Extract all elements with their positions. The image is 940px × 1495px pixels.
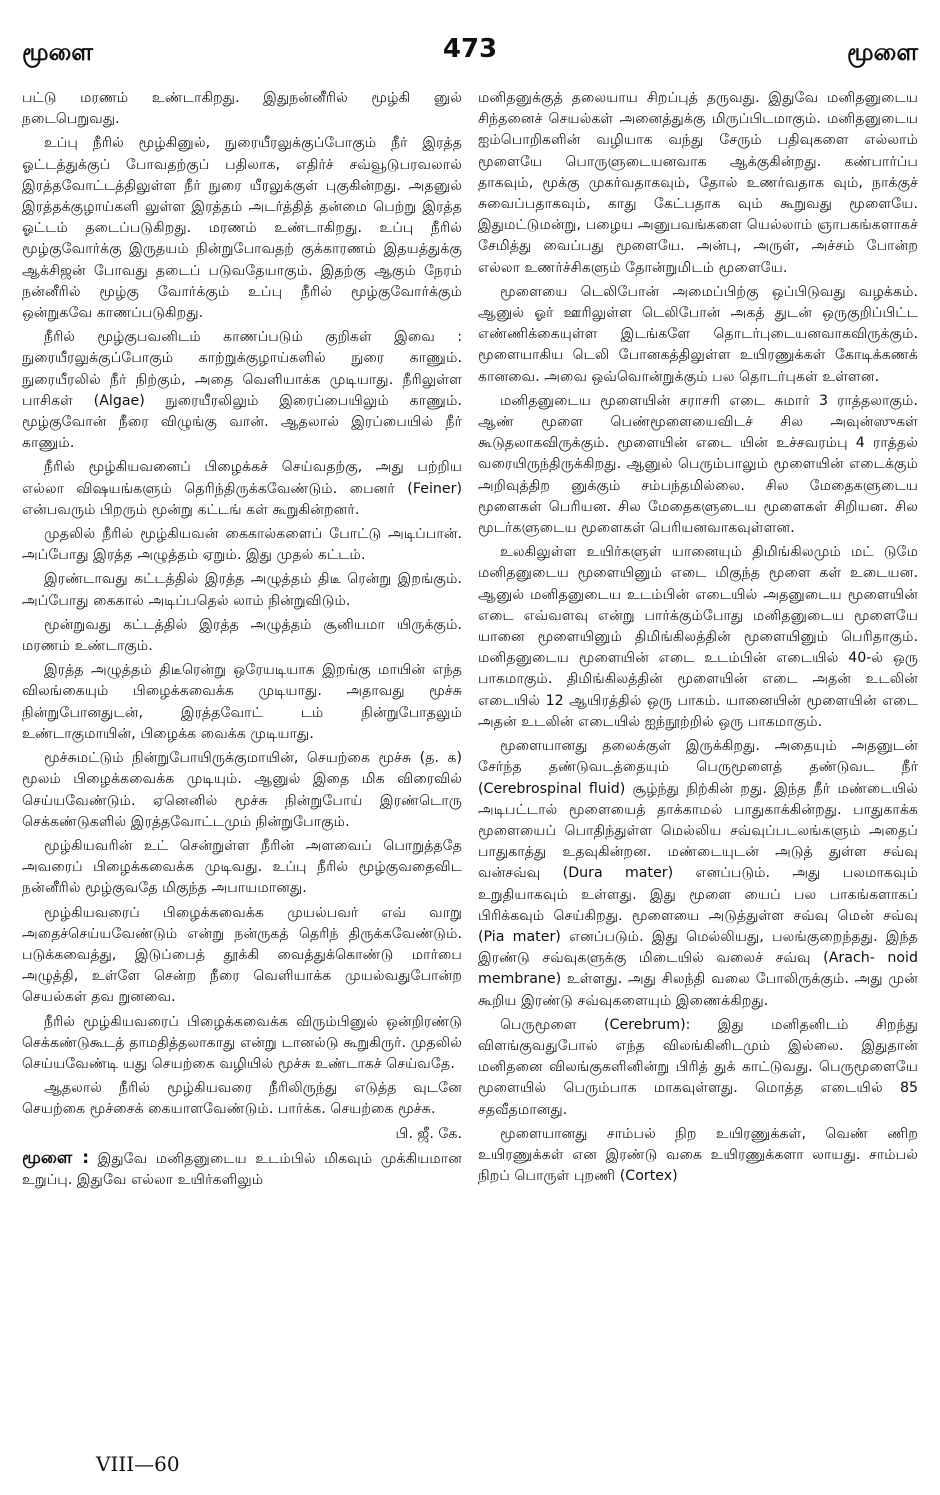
left-paragraph-10: மூழ்கியவரின் உட் சென்றுள்ள நீரின் அளவைப் பொறுத்ததே அவரைப் பிழைக்கவைக்க முடிவது. உப்பு நீரில் மூழ்குவதைவிட நன்னீரில் மூழ்குவதே மிகுந்த அபாயமானது. (22, 837, 462, 897)
left-paragraph-5: முதலில் நீரில் மூழ்கியவன் கைகால்களைப் போட்டு அடிப்பான். அப்போது இரத்த அழுத்தம் ஏறும். இது முதல் கட்டம். (22, 526, 462, 564)
left-paragraph-13: ஆதலால் நீரில் மூழ்கியவரை நீரிலிருந்து எடுத்த வுடனே செயற்கை மூச்சைக் கையாளவேண்டும். பார்க்க. செயற்கை மூச்சு. (22, 1080, 462, 1118)
page-number: 473 (442, 34, 498, 64)
left-paragraph-6: இரண்டாவது கட்டத்தில் இரத்த அழுத்தம் திடீ ரென்று இறங்கும். அப்போது கைகால் அடிப்பதெல் லாம் நின்றுவிடும். (22, 571, 462, 609)
left-paragraph-1: பட்டு மரணம் உண்டாகிறது. இதுநன்னீரில் மூழ்கி னுல் நடைபெறுவது. (22, 90, 462, 128)
entry-paragraph (22, 1148, 462, 1191)
running-head-right: மூளை (847, 38, 918, 66)
left-paragraph-9: மூச்சுமட்டும் நின்றுபோயிருக்குமாயின், செயற்கை மூச்சு (த. க) மூலம் பிழைக்கவைக்க முடியும். ஆனுல் இதை மிக விரைவில் செய்யவேண்டும். ஏனெனில் மூச்சு நின்றுபோய் இரண்டொரு செக்கண்டுகளில் இரத்தவோட்டமும் நின்றுபோகும். (22, 750, 462, 830)
left-paragraph-7: மூன்றுவது கட்டத்தில் இரத்த அழுத்தம் சூனியமா யிருக்கும். மரணம் உண்டாகும். (22, 616, 462, 655)
right-column (478, 88, 918, 1448)
right-paragraph-5: மூளையானது தலைக்குள் இருக்கிறது. அதையும் அதனுடன் சேர்ந்த தண்டுவடத்தையும் பெருமூளைத் தண்டுவட நீர் (Cerebrospinal fluid) சூழ்ந்து நிற்கின் றது. இந்த நீர் மண்டையில் அடிபட்டால் மூளையைத் தாக்காமல் பாதுகாக்கின்றது. பாதுகாக்க மூளையைப் பொதிந்துள்ள மெல்லிய சவ்வுப்படலங்களும் அதைப் பாதுகாத்து உதவுகின்றன. மண்டையுடன் அடுத் துள்ள சவ்வு வன்சவ்வு (Dura mater) எனப்படும். அது பலமாகவும் உறுதியாகவும் உள்ளது. இது மூளை யைப் பல பாகங்களாகப் பிரிக்கவும் செய்கிறது. மூளையை அடுத்துள்ள சவ்வு மென் சவ்வு (Pia mater) எனப்படும். இது மெல்லியது, பலங்குறைந்தது. இந்த இரண்டு சவ்வுகளுக்கு மிடையில் வலைச் சவ்வு (Arach- noid membrane) உள்ளது. அது சிலந்தி வலை போலிருக்கும். அது முன் கூறிய இரண்டு சவ்வுகளையும் இணைக்கிறது. (478, 738, 918, 1009)
left-paragraph-3: நீரில் மூழ்குபவனிடம் காணப்படும் குறிகள் இவை : நுரையீரலுக்குப்போகும் காற்றுக்குழாய்களில் நுரை காணும். நுரையீரலில் நீர் நிற்கும், அதை வெளியாக்க முடியாது. நீரிலுள்ள பாசிகள் (Algae) நுரையீரலிலும் இரைப்பையிலும் காணும். மூழ்குவோன் நீரை விழுங்கு வான். ஆதலால் இரப்பையில் நீர் காணும். (22, 329, 462, 452)
left-paragraph-4: நீரில் மூழ்கியவனைப் பிழைக்கச் செய்வதற்கு, அது பற்றிய எல்லா விஷயங்களும் தெரிந்திருக்கவேண்டும். பைனர் (Feiner) என்பவரும் பிறரும் மூன்று கட்டங் கள் கூறுகின்றனர். (22, 459, 462, 518)
right-paragraph-7: மூளையானது சாம்பல் நிற உயிரணுக்கள், வெண் ணிற உயிரணுக்கள் என இரண்டு வகை உயிரணுக்களா லாயது. சாம்பல் நிறப் பொருள் புறணி (Cortex) (478, 1125, 918, 1185)
right-paragraph-4: உலகிலுள்ள உயிர்களுள் யானையும் திமிங்கிலமும் மட் டுமே மனிதனுடைய மூளையினும் எடை மிகுந்த மூளை கள் உடையன. ஆனுல் மனிதனுடைய உடம்பின் எடையில் அதனுடைய மூளையின் எடை எவ்வளவு என்று பார்க்கும்போது மனிதனுடைய மூளையே யானை மூளையினும் திமிங்கிலத்தின் மூளையினும் பெரிதாகும். மனிதனுடைய மூளையின் எடை உடம்பின் எடையில் 40-ல் ஒரு பாகமாகும். திமிங்கிலத்தின் மூளையின் எடை அதன் உடலின் எடையில் 12 ஆயிரத்தில் ஒரு பாகம். யானையின் மூளையின் எடை அதன் உடலின் எடையில் ஐந்நூற்றில் ஒரு பாகமாகும். (478, 544, 918, 730)
right-paragraph-3: மனிதனுடைய மூளையின் சராசரி எடை சுமார் 3 ராத்தலாகும். ஆண் மூளை பெண்மூளையைவிடச் சில அவுன்ஸுகள் கூடுதலாகவிருக்கும். மூளையின் எடை யின் உச்சவரம்பு 4 ராத்தல் வரையிருந்திருக்கிறது. ஆனுல் பெரும்பாலும் மூளையின் எடைக்கும் அறிவுத்திற னுக்கும் சம்பந்தமில்லை. சில மேதைகளுடைய மூளைகள் பெரியன. சில மேதைகளுடைய மூளைகள் சிறியன. சில மூடர்களுடைய மூளைகள் பெரியனவாகவுள்ளன. (478, 392, 918, 537)
entry-text: இதுவே மனிதனுடைய உடம்பில் மிகவும் முக்கியமான உறுப்பு. இதுவே எல்லா உயிர்களிலும் (22, 1150, 462, 1188)
entry-headword: மூளை : (22, 1147, 90, 1168)
author-signature: பி. ஜீ. கே. (395, 1125, 462, 1142)
volume-page-marker: VIII—60 (96, 1452, 180, 1476)
running-head-left: மூளை (22, 38, 93, 66)
left-paragraph-11: மூழ்கியவரைப் பிழைக்கவைக்க முயல்பவர் எவ் வாறு அதைச்செய்யவேண்டும் என்று நன்ருகத் தெரிந் திருக்கவேண்டும். படுக்கவைத்து, இடுப்பைத் தூக்கி வைத்துக்கொண்டு மார்பை அழுத்தி, உள்ளே சென்ற நீரை வெளியாக்க முயல்வதுபோன்ற செயல்கள் தவ றுனவை. (22, 904, 462, 1006)
left-column (22, 88, 462, 1448)
right-paragraph-6: பெருமூளை (Cerebrum): இது மனிதனிடம் சிறந்து விளங்குவதுபோல் எந்த விலங்கினிடமும் இல்லை. இதுதான் மனிதனை விலங்குகளினின்று பிரித் துக் காட்டுவது. பெருமூளையே மூளையில் பெரும்பாக மாகவுள்ளது. மொத்த எடையில் 85 சதவீதமானது. (478, 1016, 918, 1118)
left-paragraph-2: உப்பு நீரில் மூழ்கினுல், நுரையீரலுக்குப்போகும் நீர் இரத்த ஓட்டத்துக்குப் போவதற்குப் பதிலாக, எதிர்ச் சவ்வூடுபரவலால் இரத்தவோட்டத்திலுள்ள நீர் நுரை யீரலுக்குள் புகுகின்றது. அதனுல் இரத்தக்குழாய்களி லுள்ள இரத்தம் அடர்த்தித் தன்மை பெற்று இரத்த ஓட்டம் தடைப்படுகிறது. மரணம் உண்டாகிறது. உப்பு நீரில் மூழ்குவோர்க்கு இருதயம் நின்றுபோவதற் குக்காரணம் இதயத்துக்கு ஆக்சிஜன் போவது தடைப் படுவதேயாகும். இதற்கு ஆகும் நேரம் நன்னீரில் மூழ்கு வோர்க்கும் உப்பு நீரில் மூழ்குவோர்க்கும் ஒன்றுகவே காணப்படுகிறது. (22, 135, 462, 322)
right-paragraph-2: மூளையை டெலிபோன் அமைப்பிற்கு ஒப்பிடுவது வழக்கம். ஆனுல் ஓர் ஊரிலுள்ள டெலிபோன் அகத் துடன் ஒருகுறிப்பிட்ட எண்ணிக்கையுள்ள இடங்களே தொடர்புடையனவாகவிருக்கும். மூளையாகிய டெலி போனகத்திலுள்ள உயிரணுக்கள் கோடிக்கணக் கானவை. அவை ஒவ்வொன்றுக்கும் பல தொடர்புகள் உள்ளன. (478, 283, 918, 385)
left-paragraph-12: நீரில் மூழ்கியவரைப் பிழைக்கவைக்க விரும்பினுல் ஒன்றிரண்டு செக்கண்டுகூடத் தாமதித்தலாகாது என்று டானல்டு கூறுகிருர். முதலில் செய்யவேண்டி யது செயற்கை வழியில் மூச்சு உண்டாகச் செய்வதே. (22, 1013, 462, 1072)
left-paragraph-8: இரத்த அழுத்தம் திடீரென்று ஒரேயடியாக இறங்கு மாயின் எந்த விலங்கையும் பிழைக்கவைக்க முடியாது. அதாவது மூச்சு நின்றுபோனதுடன், இரத்தவோட் டம் நின்றுபோதலும் உண்டாகுமாயின், பிழைக்க வைக்க முடியாது. (22, 662, 462, 742)
right-paragraph-1: மனிதனுக்குத் தலையாய சிறப்புத் தருவது. இதுவே மனிதனுடைய சிந்தனைச் செயல்கள் அனைத்துக்கு மிருப்பிடமாகும். மனிதனுடைய ஐம்பொறிகளின் வழியாக வந்து சேரும் பதிவுகளை எல்லாம் மூளையே பொருளுடையனவாக ஆக்குகின்றது. கண்பார்ப்ப தாகவும், மூக்கு முகர்வதாகவும், தோல் உணர்வதாக வும், நாக்குச் சுவைப்பதாகவும், காது கேட்பதாக வும் கூறுவது மூளையே. இதுமட்டுமன்று, பழைய அனுபவங்களை யெல்லாம் ஞாபகங்களாகச் சேமித்து வைப்பது மூளையே. அன்பு, அருள், அச்சம் போன்ற எல்லா உணர்ச்சிகளும் தோன்றுமிடம் மூளையே. (478, 90, 918, 276)
